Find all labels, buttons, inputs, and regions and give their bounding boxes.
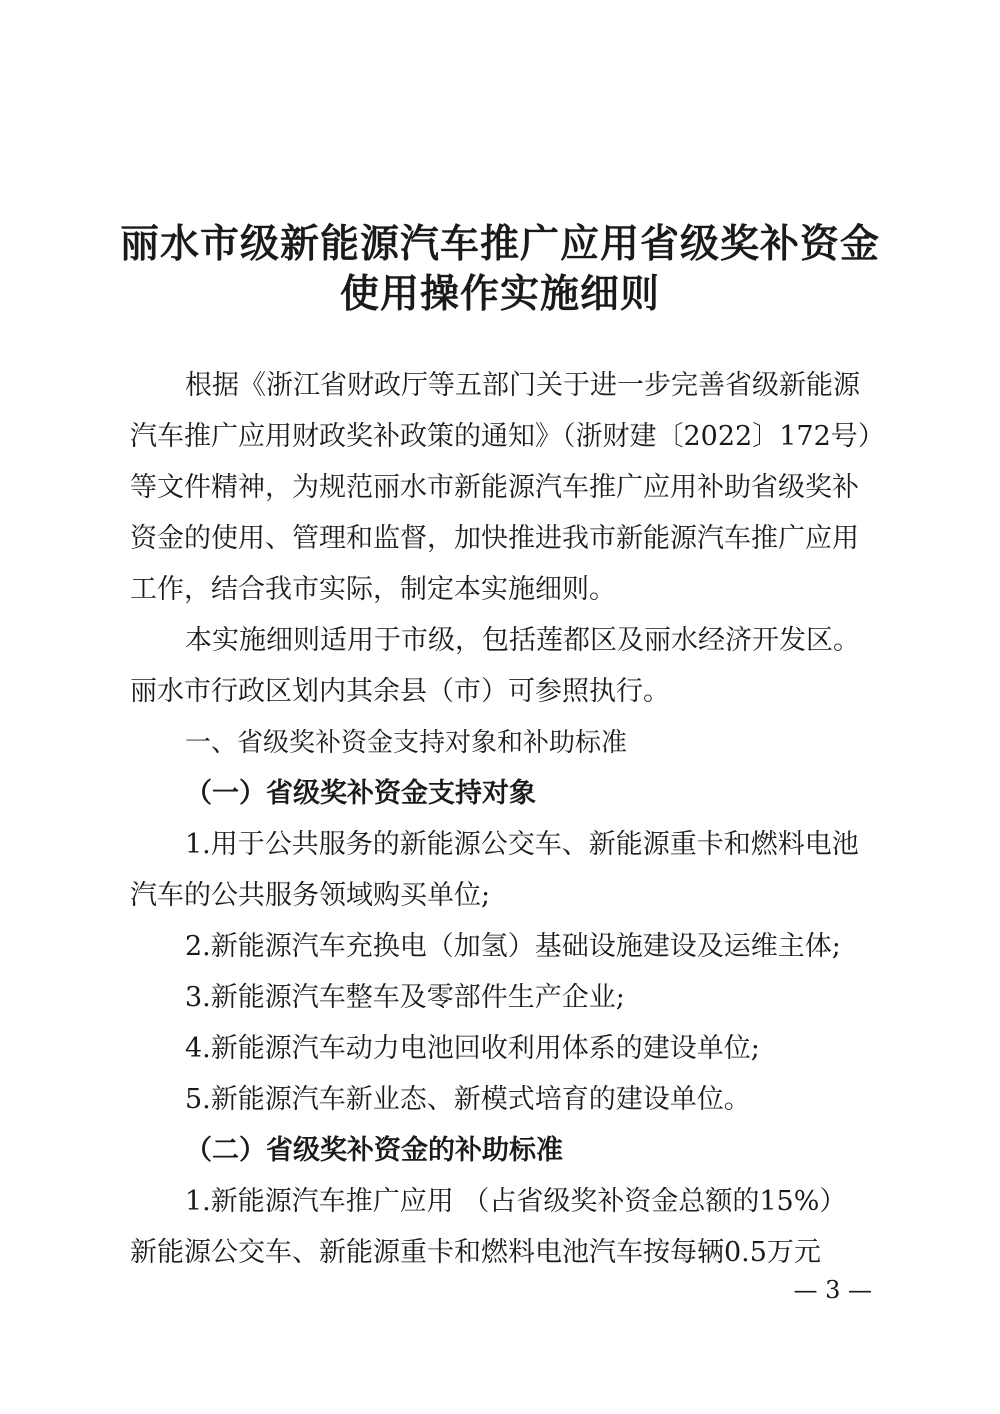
body-line: 工作，结合我市实际，制定本实施细则。: [130, 574, 616, 605]
page-number: — 3 —: [793, 1276, 872, 1304]
body-line: 汽车推广应用财政奖补政策的通知》（浙财建〔2022〕172号）: [130, 421, 885, 452]
list-item: 5.新能源汽车新业态、新模式培育的建设单位。: [185, 1084, 751, 1115]
document-title-line-1: 丽水市级新能源汽车推广应用省级奖补资金: [119, 222, 880, 267]
body-line: 等文件精神，为规范丽水市新能源汽车推广应用补助省级奖补: [130, 472, 859, 503]
subsection-heading: （一）省级奖补资金支持对象: [185, 778, 536, 809]
list-item: 3.新能源汽车整车及零部件生产企业;: [185, 982, 625, 1013]
subsection-heading: （二）省级奖补资金的补助标准: [185, 1135, 563, 1166]
body-line: 根据《浙江省财政厅等五部门关于进一步完善省级新能源: [185, 370, 860, 401]
body-line: 资金的使用、管理和监督，加快推进我市新能源汽车推广应用: [130, 523, 859, 554]
list-item-continuation: 汽车的公共服务领域购买单位;: [130, 880, 491, 911]
document-title-line-2: 使用操作实施细则: [339, 272, 660, 317]
body-line: 新能源公交车、新能源重卡和燃料电池汽车按每辆0.5万元: [130, 1237, 821, 1268]
section-heading: 一、省级奖补资金支持对象和补助标准: [185, 728, 628, 758]
list-item: 1.用于公共服务的新能源公交车、新能源重卡和燃料电池: [185, 829, 859, 860]
list-item: 4.新能源汽车动力电池回收利用体系的建设单位;: [185, 1033, 760, 1064]
body-line: 本实施细则适用于市级，包括莲都区及丽水经济开发区。: [185, 625, 860, 656]
body-line: 丽水市行政区划内其余县（市）可参照执行。: [130, 676, 670, 707]
list-item: 1.新能源汽车推广应用 （占省级奖补资金总额的15%）: [185, 1186, 847, 1217]
list-item: 2.新能源汽车充换电（加氢）基础设施建设及运维主体;: [185, 931, 841, 962]
